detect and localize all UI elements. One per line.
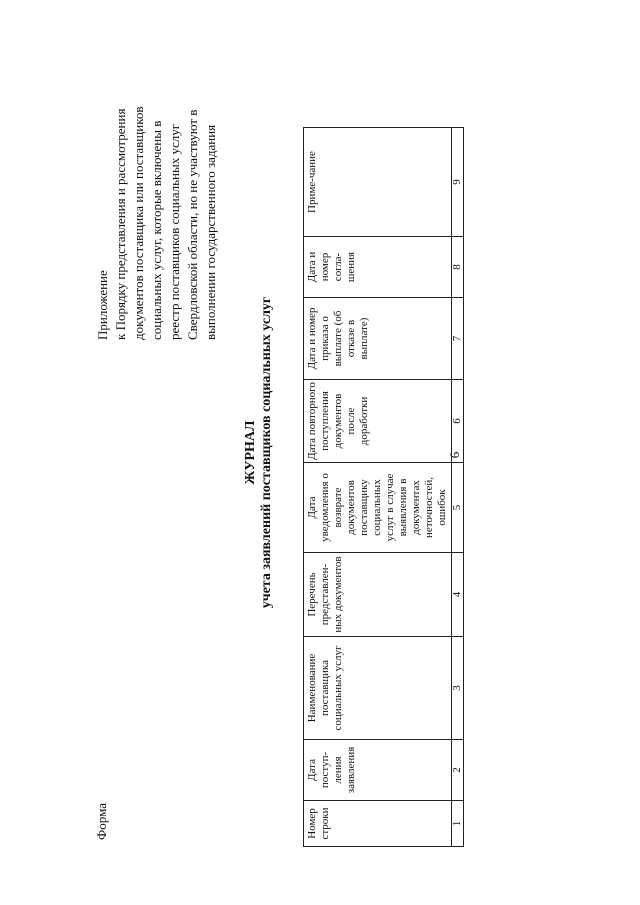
appendix-line: Свердловской области, но не участвуют в: [185, 109, 200, 340]
appendix-line: к Порядку представления и рассмотрения: [113, 108, 128, 340]
header-cell: Наименование поставщика социальных услуг: [304, 637, 452, 740]
journal-table: [303, 127, 464, 847]
header-cell: Дата поступ-ления заявления: [304, 740, 452, 801]
table-header-row: [304, 128, 452, 847]
header-cell: Перечень представлен-ных документов: [304, 553, 452, 637]
appendix-line: Приложение: [95, 270, 110, 340]
column-number-cell: 6: [452, 380, 464, 463]
form-label: Форма: [94, 803, 109, 840]
journal-heading: [243, 0, 275, 905]
page-number: 6: [447, 451, 462, 459]
header-cell: Дата уведомления о возврате документов поставщику социальных услуг в случае выявления в документах неточностей, ошибок: [304, 463, 452, 553]
appendix-line: реестр поставщиков социальных услуг: [167, 123, 182, 340]
appendix-block: [94, 10, 220, 340]
column-number-cell: 7: [452, 298, 464, 380]
appendix-line: выполнении государственного задания: [203, 124, 218, 340]
appendix-line: документов поставщика или поставщиков: [131, 106, 146, 340]
journal-subtitle: учета заявлений поставщиков социальных услуг: [259, 296, 274, 609]
column-number-cell: 9: [452, 128, 464, 237]
header-cell: Приме-чание: [304, 128, 452, 237]
column-number-cell: 3: [452, 637, 464, 740]
column-number-cell: 1: [452, 801, 464, 847]
column-number-cell: 4: [452, 553, 464, 637]
column-number-cell: 8: [452, 237, 464, 298]
header-cell: Дата повторного поступления документов после доработки: [304, 380, 452, 463]
appendix-line: социальных услуг, которые включены в: [149, 120, 164, 340]
column-number-row: [452, 128, 464, 847]
column-number-cell: 2: [452, 740, 464, 801]
header-cell: Дата и номер согла-шения: [304, 237, 452, 298]
journal-title: ЖУРНАЛ: [243, 420, 258, 485]
header-cell: Номер строки: [304, 801, 452, 847]
header-cell: Дата и номер приказа о выплате (об отказе в выплате): [304, 298, 452, 380]
column-number-cell: 5: [452, 463, 464, 553]
